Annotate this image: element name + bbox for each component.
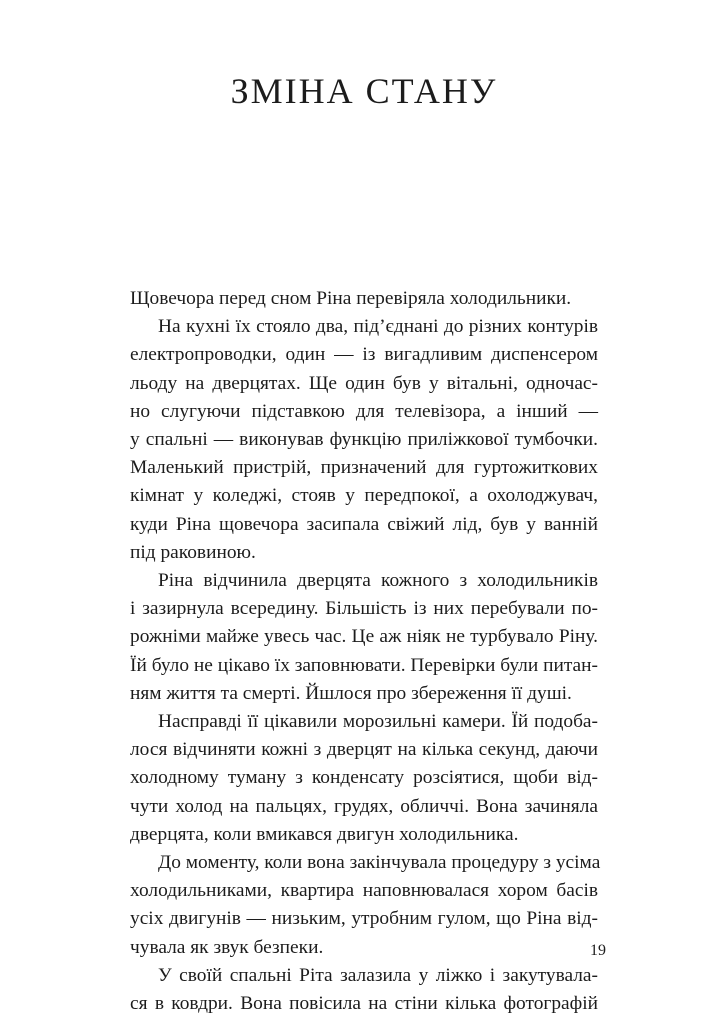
text-line: рожніми майже увесь час. Це аж ніяк не турбувало Ріну. <box>130 626 598 648</box>
text-line: чути холод на пальцях, грудях, обличчі. Вона зачиняла <box>130 795 598 817</box>
text-line: у спальні — виконував функцію приліжкової тумбочки. <box>130 429 598 451</box>
text-line: і зазирнула всередину. Більшість із них перебували по- <box>130 598 598 620</box>
text-line: кімнат у коледжі, стояв у передпокої, а охолоджувач, <box>130 485 598 507</box>
paragraph <box>130 313 598 567</box>
chapter-title: ЗМІНА СТАНУ <box>230 71 498 111</box>
text-line: льоду на дверцятах. Ще один був у вітальні, одночас- <box>130 372 598 394</box>
text-line: електропроводки, один — із вигадливим диспенсером <box>130 344 598 366</box>
text-line: ся в ковдри. Вона повісила на стіни кілька фотографій <box>130 993 598 1015</box>
text-line: Їй було не цікаво їх заповнювати. Перевірки були питан- <box>130 654 598 676</box>
text-line: Щовечора перед сном Ріна перевіряла холодильники. <box>130 288 572 309</box>
text-line: лося відчиняти кожні з дверцят на кілька секунд, даючи <box>130 739 598 761</box>
text-line: На кухні їх стояло два, під’єднані до різних контурів <box>158 316 598 338</box>
paragraph <box>130 849 601 962</box>
text-line: під раковиною. <box>130 541 256 563</box>
text-line: холодному туману з конденсату розсіятися, щоби від- <box>130 767 598 789</box>
text-line: ням життя та смерті. Йшлося про збереження її душі. <box>130 682 572 704</box>
text-line: холодильниками, квартира наповнювалася хором басів <box>130 880 598 902</box>
text-line: усіх двигунів — низьким, утробним гулом, що Ріна від- <box>130 908 598 930</box>
text-line: Ріна відчинила дверцята кожного з холодильників <box>158 570 598 592</box>
body-text <box>130 285 601 1018</box>
text-line: дверцята, коли вмикався двигун холодильника. <box>130 823 519 845</box>
text-line: но слугуючи підставкою для телевізора, а інший — <box>130 400 598 422</box>
page-number: 19 <box>590 942 606 959</box>
text-line: куди Ріна щовечора засипала свіжий лід, був у ванній <box>130 513 598 535</box>
text-line: чувала як звук безпеки. <box>130 936 324 958</box>
text-line: Насправді її цікавили морозильні камери. Їй подоба- <box>158 711 598 733</box>
paragraph <box>130 708 598 849</box>
text-line: До моменту, коли вона закінчувала процедуру з усіма <box>158 852 601 874</box>
text-line: Маленький пристрій, призначений для гуртожиткових <box>130 457 598 479</box>
paragraph <box>130 567 598 708</box>
paragraph <box>130 285 598 313</box>
paragraph <box>130 962 598 1018</box>
text-line: У своїй спальні Ріта залазила у ліжко і закутувала- <box>158 964 598 986</box>
